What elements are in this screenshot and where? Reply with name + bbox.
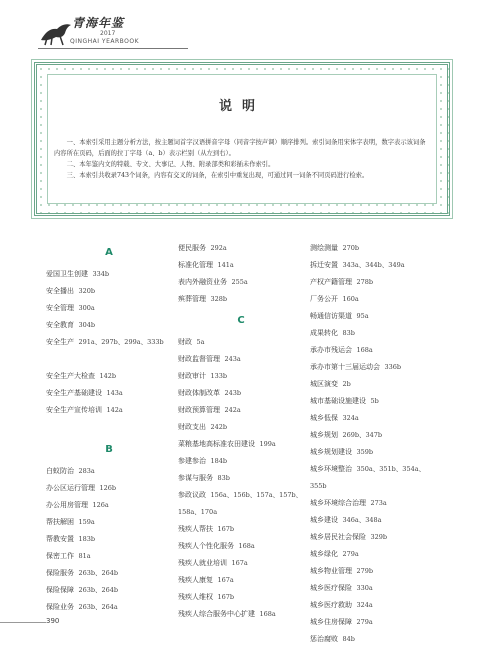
index-entry <box>310 461 436 495</box>
entry-pages: 126a <box>92 501 109 509</box>
index-entry <box>46 317 172 334</box>
entry-term: 办公区运行管理 <box>46 484 95 492</box>
entry-term: 城区演变 <box>310 380 338 388</box>
index-entry <box>46 565 172 582</box>
section-letter-c: C <box>237 315 245 326</box>
header-rule <box>38 48 188 49</box>
entry-pages: 243a <box>224 355 241 363</box>
section-letter-b: B <box>105 444 113 455</box>
entry-pages: 263b、264a <box>78 603 118 611</box>
entry-term: 城乡环境整治 <box>310 465 352 473</box>
entry-pages: 324a <box>342 414 359 422</box>
entry-pages: 168a <box>356 346 373 354</box>
entry-term: 参谋与服务 <box>178 474 213 482</box>
entry-pages: 160a <box>342 295 359 303</box>
entry-term: 菜粮基地高标准农田建设 <box>178 440 255 448</box>
entry-pages: 304b <box>78 321 96 329</box>
entry-term: 财政预算管理 <box>178 406 220 414</box>
yearbook-year: 2017 <box>100 30 116 37</box>
entry-pages: 5b <box>370 397 379 405</box>
index-entry <box>178 274 304 291</box>
index-entry <box>46 599 172 616</box>
entry-term: 财政监督管理 <box>178 355 220 363</box>
entry-term: 便民服务 <box>178 244 206 252</box>
index-entry <box>178 606 304 623</box>
index-entry <box>310 580 436 597</box>
entry-pages: 167b <box>217 593 235 601</box>
entry-term: 城乡低保 <box>310 414 338 422</box>
entry-pages: 291a、297b、299a、333b <box>78 338 164 346</box>
index-entry <box>310 427 436 444</box>
index-entry <box>310 393 436 410</box>
index-entry <box>310 308 436 325</box>
index-entry <box>46 300 172 317</box>
entry-term: 畅通信访渠道 <box>310 312 352 320</box>
index-entry <box>178 589 304 606</box>
entry-term: 参政议政 <box>178 491 206 499</box>
entry-pages: 255a <box>231 278 248 286</box>
entry-pages: 279b <box>356 567 374 575</box>
entry-term: 参建参治 <box>178 457 206 465</box>
intro-text <box>54 137 430 181</box>
entry-term: 安全教育 <box>46 321 74 329</box>
entry-term: 城乡医疗救助 <box>310 601 352 609</box>
index-entry <box>178 487 304 521</box>
footer-rule <box>0 622 46 623</box>
entry-pages: 279a <box>356 618 373 626</box>
entry-term: 安全生产大检查 <box>46 372 95 380</box>
index-entry <box>310 325 436 342</box>
index-entry <box>46 463 172 480</box>
entry-pages: 300a <box>78 304 95 312</box>
entry-pages: 329b <box>370 533 388 541</box>
entry-term: 财政体制改革 <box>178 389 220 397</box>
intro-frame <box>34 62 450 216</box>
index-entry <box>46 368 172 385</box>
entry-pages: 359b <box>356 448 374 456</box>
entry-pages: 5a <box>196 338 205 346</box>
entry-pages: 263b、264b <box>78 569 119 577</box>
entry-term: 白蚁防治 <box>46 467 74 475</box>
index-entry <box>178 257 304 274</box>
entry-pages: 279a <box>342 550 359 558</box>
index-entry <box>46 334 172 368</box>
entry-pages: 159a <box>78 518 95 526</box>
entry-term: 保密工作 <box>46 552 74 560</box>
index-entry <box>178 368 304 385</box>
index-entry <box>46 283 172 300</box>
index-entry <box>310 597 436 614</box>
index-entry <box>178 453 304 470</box>
intro-paragraph-3: 三、本索引共收录743个词条，内容有交叉的词条，在索引中重复出现，可通过同一词条不同页码进行检索。 <box>66 172 369 179</box>
entry-term: 测绘测量 <box>310 244 338 252</box>
index-entry <box>310 359 436 376</box>
index-entry <box>310 512 436 529</box>
index-entry <box>178 402 304 419</box>
entry-pages: 167b <box>217 525 235 533</box>
entry-pages: 269b、347b <box>342 431 383 439</box>
index-entry <box>178 470 304 487</box>
entry-term: 城乡环境综合治理 <box>310 499 366 507</box>
index-entry <box>46 480 172 497</box>
index-entry <box>310 444 436 461</box>
index-entry <box>310 563 436 580</box>
entry-term: 安全生产宣传培训 <box>46 406 102 414</box>
entry-pages: 184b <box>210 457 228 465</box>
entry-pages: 278b <box>356 278 374 286</box>
index-entry <box>310 376 436 393</box>
entry-pages: 84b <box>342 635 355 643</box>
entry-pages: 320b <box>78 287 96 295</box>
entry-pages: 133b <box>210 372 228 380</box>
entry-term: 城乡物业管理 <box>310 567 352 575</box>
index-entry <box>310 410 436 427</box>
yearbook-subtitle: QINGHAI YEARBOOK <box>70 38 140 45</box>
entry-pages: 183b <box>78 535 96 543</box>
entry-pages: 336b <box>384 363 402 371</box>
entry-term: 残疾人就业培训 <box>178 559 227 567</box>
index-entry <box>310 342 436 359</box>
entry-term: 惩治腐败 <box>310 635 338 643</box>
index-entry <box>46 531 172 548</box>
index-entry <box>178 436 304 453</box>
entry-pages: 350a、351b、354a、355b <box>310 465 426 490</box>
index-entry <box>178 521 304 538</box>
entry-term: 保险服务 <box>46 569 74 577</box>
index-entry <box>46 402 172 419</box>
entry-term: 残疾人维权 <box>178 593 213 601</box>
entry-pages: 324a <box>356 601 373 609</box>
entry-term: 安全播出 <box>46 287 74 295</box>
index-entry <box>178 419 304 436</box>
section-letter-a: A <box>105 247 113 258</box>
entry-term: 安全管理 <box>46 304 74 312</box>
entry-pages: 346a、348a <box>342 516 382 524</box>
index-entry <box>178 572 304 589</box>
entry-pages: 141a <box>217 261 234 269</box>
index-entry <box>310 631 436 648</box>
entry-term: 城乡医疗保险 <box>310 584 352 592</box>
entry-pages: 168a <box>238 542 255 550</box>
entry-pages: 83b <box>342 329 355 337</box>
entry-term: 办公用房管理 <box>46 501 88 509</box>
yearbook-title: 青海年鉴 <box>72 16 125 30</box>
horse-logo-icon <box>38 16 74 46</box>
entry-term: 表内外融资业务 <box>178 278 227 286</box>
entry-pages: 2b <box>342 380 351 388</box>
entry-term: 财政审计 <box>178 372 206 380</box>
section-gap <box>46 419 172 437</box>
entry-pages: 81a <box>78 552 91 560</box>
index-entry <box>46 582 172 599</box>
index-entry <box>310 240 436 257</box>
index-entry <box>178 334 304 351</box>
entry-term: 承办市残运会 <box>310 346 352 354</box>
entry-term: 帮教安置 <box>46 535 74 543</box>
index-entry <box>178 555 304 572</box>
entry-term: 城乡住房保障 <box>310 618 352 626</box>
entry-pages: 343a、344b、349a <box>342 261 405 269</box>
entry-pages: 242a <box>224 406 241 414</box>
entry-term: 残疾人康复 <box>178 576 213 584</box>
page-header <box>38 12 208 54</box>
index-entry <box>46 385 172 402</box>
index-entry <box>310 546 436 563</box>
entry-term: 拆迁安置 <box>310 261 338 269</box>
entry-pages: 95a <box>356 312 369 320</box>
index-entry <box>178 538 304 555</box>
entry-term: 残疾人综合服务中心扩建 <box>178 610 255 618</box>
entry-pages: 142b <box>99 372 117 380</box>
entry-pages: 283a <box>78 467 95 475</box>
entry-pages: 142a <box>106 406 123 414</box>
entry-term: 标准化管理 <box>178 261 213 269</box>
entry-term: 安全生产基础建设 <box>46 389 102 397</box>
index-entry <box>310 291 436 308</box>
entry-term: 成果转化 <box>310 329 338 337</box>
intro-panel <box>47 74 437 204</box>
index-entry <box>178 240 304 257</box>
index-entry <box>46 514 172 531</box>
index-entry <box>310 257 436 274</box>
index-entry <box>310 274 436 291</box>
entry-pages: 156a、156b、157a、157b、158a、170a <box>178 491 303 516</box>
intro-title: 说明 <box>218 99 265 114</box>
entry-pages: 328b <box>210 295 228 303</box>
index-entry <box>178 291 304 308</box>
entry-term: 财政 <box>178 338 192 346</box>
index-entry <box>46 548 172 565</box>
entry-term: 爱国卫生创建 <box>46 270 88 278</box>
index-entry <box>178 351 304 368</box>
entry-term: 产权产籍管理 <box>310 278 352 286</box>
entry-pages: 167a <box>231 559 248 567</box>
entry-term: 城乡绿化 <box>310 550 338 558</box>
index-entry <box>310 614 436 631</box>
entry-pages: 292a <box>210 244 227 252</box>
index-entry <box>46 497 172 514</box>
entry-term: 安全生产 <box>46 338 74 346</box>
entry-term: 保险业务 <box>46 603 74 611</box>
index-entry <box>310 495 436 512</box>
entry-term: 殡葬管理 <box>178 295 206 303</box>
entry-pages: 242b <box>210 423 228 431</box>
index-column-3 <box>310 240 436 648</box>
entry-pages: 330a <box>356 584 373 592</box>
entry-pages: 334b <box>92 270 110 278</box>
entry-pages: 83b <box>217 474 230 482</box>
index-column-1 <box>46 240 172 616</box>
intro-paragraph-2: 二、本年鉴内文的特载、专文、大事记、人物、附录部类和彩插未作索引。 <box>66 161 275 168</box>
entry-term: 帮扶解困 <box>46 518 74 526</box>
entry-pages: 168a <box>259 610 276 618</box>
index-entry <box>310 529 436 546</box>
entry-pages: 273a <box>370 499 387 507</box>
entry-pages: 167a <box>217 576 234 584</box>
entry-term: 城乡居民社会保险 <box>310 533 366 541</box>
intro-paragraph-1: 一、本索引采用主题分析方法，按主题词首字汉语拼音字母（同音字按声调）顺序排列。索引词条用宋体字表明，数字表示该词条内容所在页码，后面的拉丁字母（a、b）表示栏别（从左到右）。 <box>54 139 426 157</box>
index-entry <box>46 266 172 283</box>
entry-term: 城乡建设 <box>310 516 338 524</box>
entry-term: 厂务公开 <box>310 295 338 303</box>
index-entry <box>178 385 304 402</box>
entry-pages: 270b <box>342 244 360 252</box>
entry-pages: 263b、264b <box>78 586 119 594</box>
page-number: 390 <box>46 617 60 625</box>
entry-term: 残疾人个性化服务 <box>178 542 234 550</box>
entry-pages: 126b <box>99 484 117 492</box>
entry-pages: 143a <box>106 389 123 397</box>
entry-pages: 243b <box>224 389 242 397</box>
entry-term: 城乡规划建设 <box>310 448 352 456</box>
entry-term: 城乡规划 <box>310 431 338 439</box>
entry-term: 承办市第十三届运动会 <box>310 363 380 371</box>
entry-term: 保险保障 <box>46 586 74 594</box>
index-column-2 <box>178 240 304 623</box>
entry-term: 残疾人帮扶 <box>178 525 213 533</box>
entry-pages: 199a <box>259 440 276 448</box>
entry-term: 城市基础设施建设 <box>310 397 366 405</box>
entry-term: 财政支出 <box>178 423 206 431</box>
